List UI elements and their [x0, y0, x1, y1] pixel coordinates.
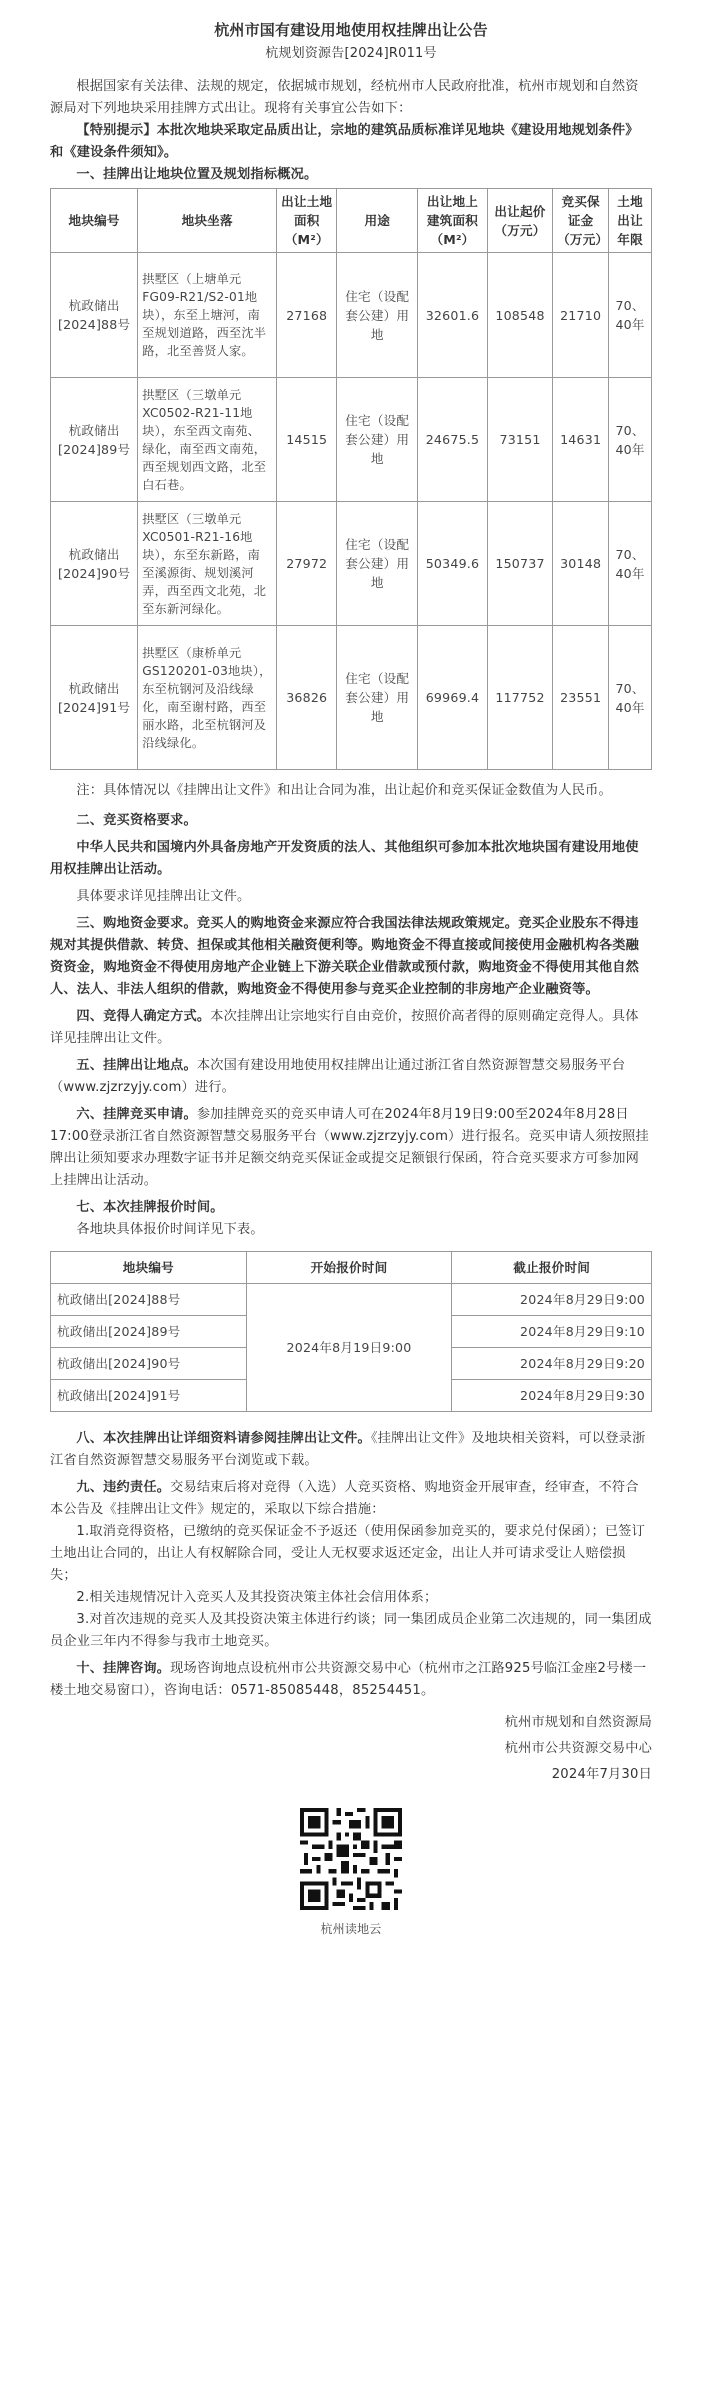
signature-org-2: 杭州市公共资源交易中心 [504, 1741, 652, 1756]
plot-term: 70、40年 [609, 378, 652, 502]
plot-deposit: 21710 [553, 253, 609, 378]
section-10-text: 现场咨询地点设杭州市公共资源交易中心（杭州市之江路925号临江金座2号楼一楼土地交易窗口），咨询电话：0571-85085448，85254451。 [50, 1661, 647, 1698]
plot-location: 拱墅区（上塘单元FG09-R21/S2-01地块），东至上塘河，南至规划道路，西至沈半路，北至善贤人家。 [138, 253, 277, 378]
bid-plot-id: 杭政储出[2024]89号 [51, 1316, 247, 1348]
special-notice [50, 120, 652, 164]
bid-end-time: 2024年8月29日9:00 [452, 1284, 652, 1316]
special-notice-label: 【特别提示】 [76, 123, 157, 138]
plot-area: 14515 [277, 378, 337, 502]
plot-start-price: 150737 [487, 502, 552, 626]
bid-time-table [50, 1251, 652, 1412]
col-header-plot-id: 地块编号 [51, 1252, 247, 1284]
plot-id: 杭政储出[2024]89号 [51, 378, 138, 502]
plot-use: 住宅（设配套公建）用地 [337, 253, 418, 378]
section-9-item: 1.取消竞得资格，已缴纳的竞买保证金不予返还（使用保函参加竞买的，要求兑付保函）；已签订土地出让合同的，出让人有权解除合同，受让人无权要求返还定金，出让人并可请求受让人赔偿损失； [50, 1524, 646, 1583]
bid-plot-id: 杭政储出[2024]90号 [51, 1348, 247, 1380]
section-3-text: 竞买人的购地资金来源应符合我国法律法规政策规定。竞买企业股东不得违规对其提供借款、转贷、担保或其他相关融资便利等。购地资金不得直接或间接使用金融机构各类融资资金，购地资金不得使用房地产企业链上下游关联企业借款或预付款，购地资金不得使用其他自然人、法人、非法人组织的借款，购地资金不得使用参与竞买企业控制的非房地产企业融资等。 [50, 916, 640, 997]
section-4 [50, 1006, 652, 1050]
table-row [51, 626, 652, 770]
section-6 [50, 1104, 652, 1192]
plot-id: 杭政储出[2024]91号 [51, 626, 138, 770]
table-note: 注：具体情况以《挂牌出让文件》和出让合同为准，出让起价和竞买保证金数值为人民币。 [76, 783, 612, 798]
section-5-text: 本次国有建设用地使用权挂牌出让通过浙江省自然资源智慧交易服务平台（www.zjzrzyjy.com）进行。 [50, 1058, 626, 1095]
table-row [51, 502, 652, 626]
signature-date: 2024年7月30日 [551, 1767, 652, 1782]
bid-time-table-header [51, 1252, 652, 1284]
plot-start-price: 117752 [487, 626, 552, 770]
plot-term: 70、40年 [609, 626, 652, 770]
page-title: 杭州市国有建设用地使用权挂牌出让公告 [214, 21, 488, 39]
section-7-title: 七、本次挂牌报价时间。 [76, 1200, 224, 1215]
section-7-text: 各地块具体报价时间详见下表。 [76, 1222, 264, 1237]
bid-start-time: 2024年8月19日9:00 [246, 1284, 452, 1412]
signature-org-1: 杭州市规划和自然资源局 [504, 1715, 652, 1730]
col-header-start-time: 开始报价时间 [246, 1252, 452, 1284]
col-header-area: 出让土地面积（M²） [277, 189, 337, 253]
plot-id: 杭政储出[2024]90号 [51, 502, 138, 626]
plot-deposit: 30148 [553, 502, 609, 626]
plots-table-header [51, 189, 652, 253]
plot-area: 27168 [277, 253, 337, 378]
plot-floor-area: 69969.4 [418, 626, 488, 770]
plot-start-price: 73151 [487, 378, 552, 502]
plot-floor-area: 32601.6 [418, 253, 488, 378]
col-header-use: 用途 [337, 189, 418, 253]
section-5 [50, 1055, 652, 1099]
plot-term: 70、40年 [609, 502, 652, 626]
section-10-title: 十、挂牌咨询。 [76, 1661, 171, 1676]
qr-code-icon[interactable] [300, 1808, 402, 1910]
bid-end-time: 2024年8月29日9:20 [452, 1348, 652, 1380]
plots-table [50, 188, 652, 770]
bid-plot-id: 杭政储出[2024]91号 [51, 1380, 247, 1412]
section-9-item: 2.相关违规情况计入竞买人及其投资决策主体社会信用体系； [76, 1590, 438, 1605]
plot-location: 拱墅区（康桥单元GS120201-03地块），东至杭钢河及沿线绿化，南至谢村路，西至丽水路，北至杭钢河及沿线绿化。 [138, 626, 277, 770]
document-number: 杭规划资源告[2024]R011号 [265, 46, 437, 61]
qr-caption: 杭州读地云 [320, 1922, 382, 1936]
section-9 [50, 1477, 652, 1521]
plot-floor-area: 50349.6 [418, 502, 488, 626]
plot-location: 拱墅区（三墩单元XC0501-R21-16地块），东至东新路，南至溪源街、规划溪河弄，西至西文北苑，北至东新河绿化。 [138, 502, 277, 626]
bid-end-time: 2024年8月29日9:10 [452, 1316, 652, 1348]
plot-term: 70、40年 [609, 253, 652, 378]
section-2-bold-text: 中华人民共和国境内外具备房地产开发资质的法人、其他组织可参加本批次地块国有建设用地使用权挂牌出让活动。 [50, 840, 639, 877]
section-4-text: 本次挂牌出让宗地实行自由竞价，按照价高者得的原则确定竞得人。具体详见挂牌出让文件。 [50, 1009, 639, 1046]
plot-use: 住宅（设配套公建）用地 [337, 502, 418, 626]
col-header-id: 地块编号 [51, 189, 138, 253]
plot-use: 住宅（设配套公建）用地 [337, 378, 418, 502]
section-8-title: 八、本次挂牌出让详细资料请参阅挂牌出让文件。 [76, 1431, 371, 1446]
table-row [51, 378, 652, 502]
section-10 [50, 1658, 652, 1702]
table-row [51, 1284, 652, 1316]
special-notice-text: 本批次地块采取定品质出让，宗地的建筑品质标准详见地块《建设用地规划条件》和《建设条件须知》。 [50, 123, 639, 160]
plot-area: 36826 [277, 626, 337, 770]
plot-id: 杭政储出[2024]88号 [51, 253, 138, 378]
section-9-title: 九、违约责任。 [76, 1480, 171, 1495]
col-header-end-time: 截止报价时间 [452, 1252, 652, 1284]
intro-paragraph: 根据国家有关法律、法规的规定，依据城市规划，经杭州市人民政府批准，杭州市规划和自然资源局对下列地块采用挂牌方式出让。现将有关事宜公告如下： [50, 79, 639, 116]
section-2-text: 具体要求详见挂牌出让文件。 [76, 889, 251, 904]
section-5-title: 五、挂牌出让地点。 [76, 1058, 197, 1073]
col-header-floor-area: 出让地上建筑面积（M²） [418, 189, 488, 253]
plot-start-price: 108548 [487, 253, 552, 378]
section-9-text: 交易结束后将对竞得（入选）人竞买资格、购地资金开展审查，经审查，不符合本公告及《挂牌出让文件》规定的，采取以下综合措施： [50, 1480, 639, 1517]
table-row [51, 253, 652, 378]
section-6-title: 六、挂牌竞买申请。 [76, 1107, 197, 1122]
section-2-title: 二、竞买资格要求。 [76, 813, 197, 828]
col-header-deposit: 竞买保证金（万元） [553, 189, 609, 253]
section-9-item: 3.对首次违规的竞买人及其投资决策主体进行约谈；同一集团成员企业第二次违规的，同一集团成员企业三年内不得参与我市土地竞买。 [50, 1612, 652, 1649]
bid-plot-id: 杭政储出[2024]88号 [51, 1284, 247, 1316]
section-4-title: 四、竞得人确定方式。 [76, 1009, 211, 1024]
col-header-start-price: 出让起价（万元） [487, 189, 552, 253]
col-header-location: 地块坐落 [138, 189, 277, 253]
section-6-text: 参加挂牌竞买的竞买申请人可在2024年8月19日9:00至2024年8月28日17:00登录浙江省自然资源智慧交易服务平台（www.zjzrzyjy.com）进行报名。竞买申请人须按照挂牌出让须知要求办理数字证书并足额交纳竞买保证金或提交足额银行保函，符合竞买要求方可参加网上挂牌出让活动。 [50, 1107, 649, 1188]
section-8 [50, 1428, 652, 1472]
section-3-title: 三、购地资金要求。 [76, 916, 197, 931]
plot-deposit: 14631 [553, 378, 609, 502]
plot-deposit: 23551 [553, 626, 609, 770]
plot-floor-area: 24675.5 [418, 378, 488, 502]
section-8-text: 《挂牌出让文件》及地块相关资料，可以登录浙江省自然资源智慧交易服务平台浏览或下载。 [50, 1431, 646, 1468]
signature-block [50, 1710, 652, 1788]
section-3 [50, 913, 652, 1001]
section-1-title: 一、挂牌出让地块位置及规划指标概况。 [76, 167, 318, 182]
col-header-term: 土地出让年限 [609, 189, 652, 253]
plot-use: 住宅（设配套公建）用地 [337, 626, 418, 770]
bid-end-time: 2024年8月29日9:30 [452, 1380, 652, 1412]
plot-location: 拱墅区（三墩单元XC0502-R21-11地块），东至西文南苑、绿化，南至西文南苑，西至规划西文路，北至白石巷。 [138, 378, 277, 502]
plot-area: 27972 [277, 502, 337, 626]
